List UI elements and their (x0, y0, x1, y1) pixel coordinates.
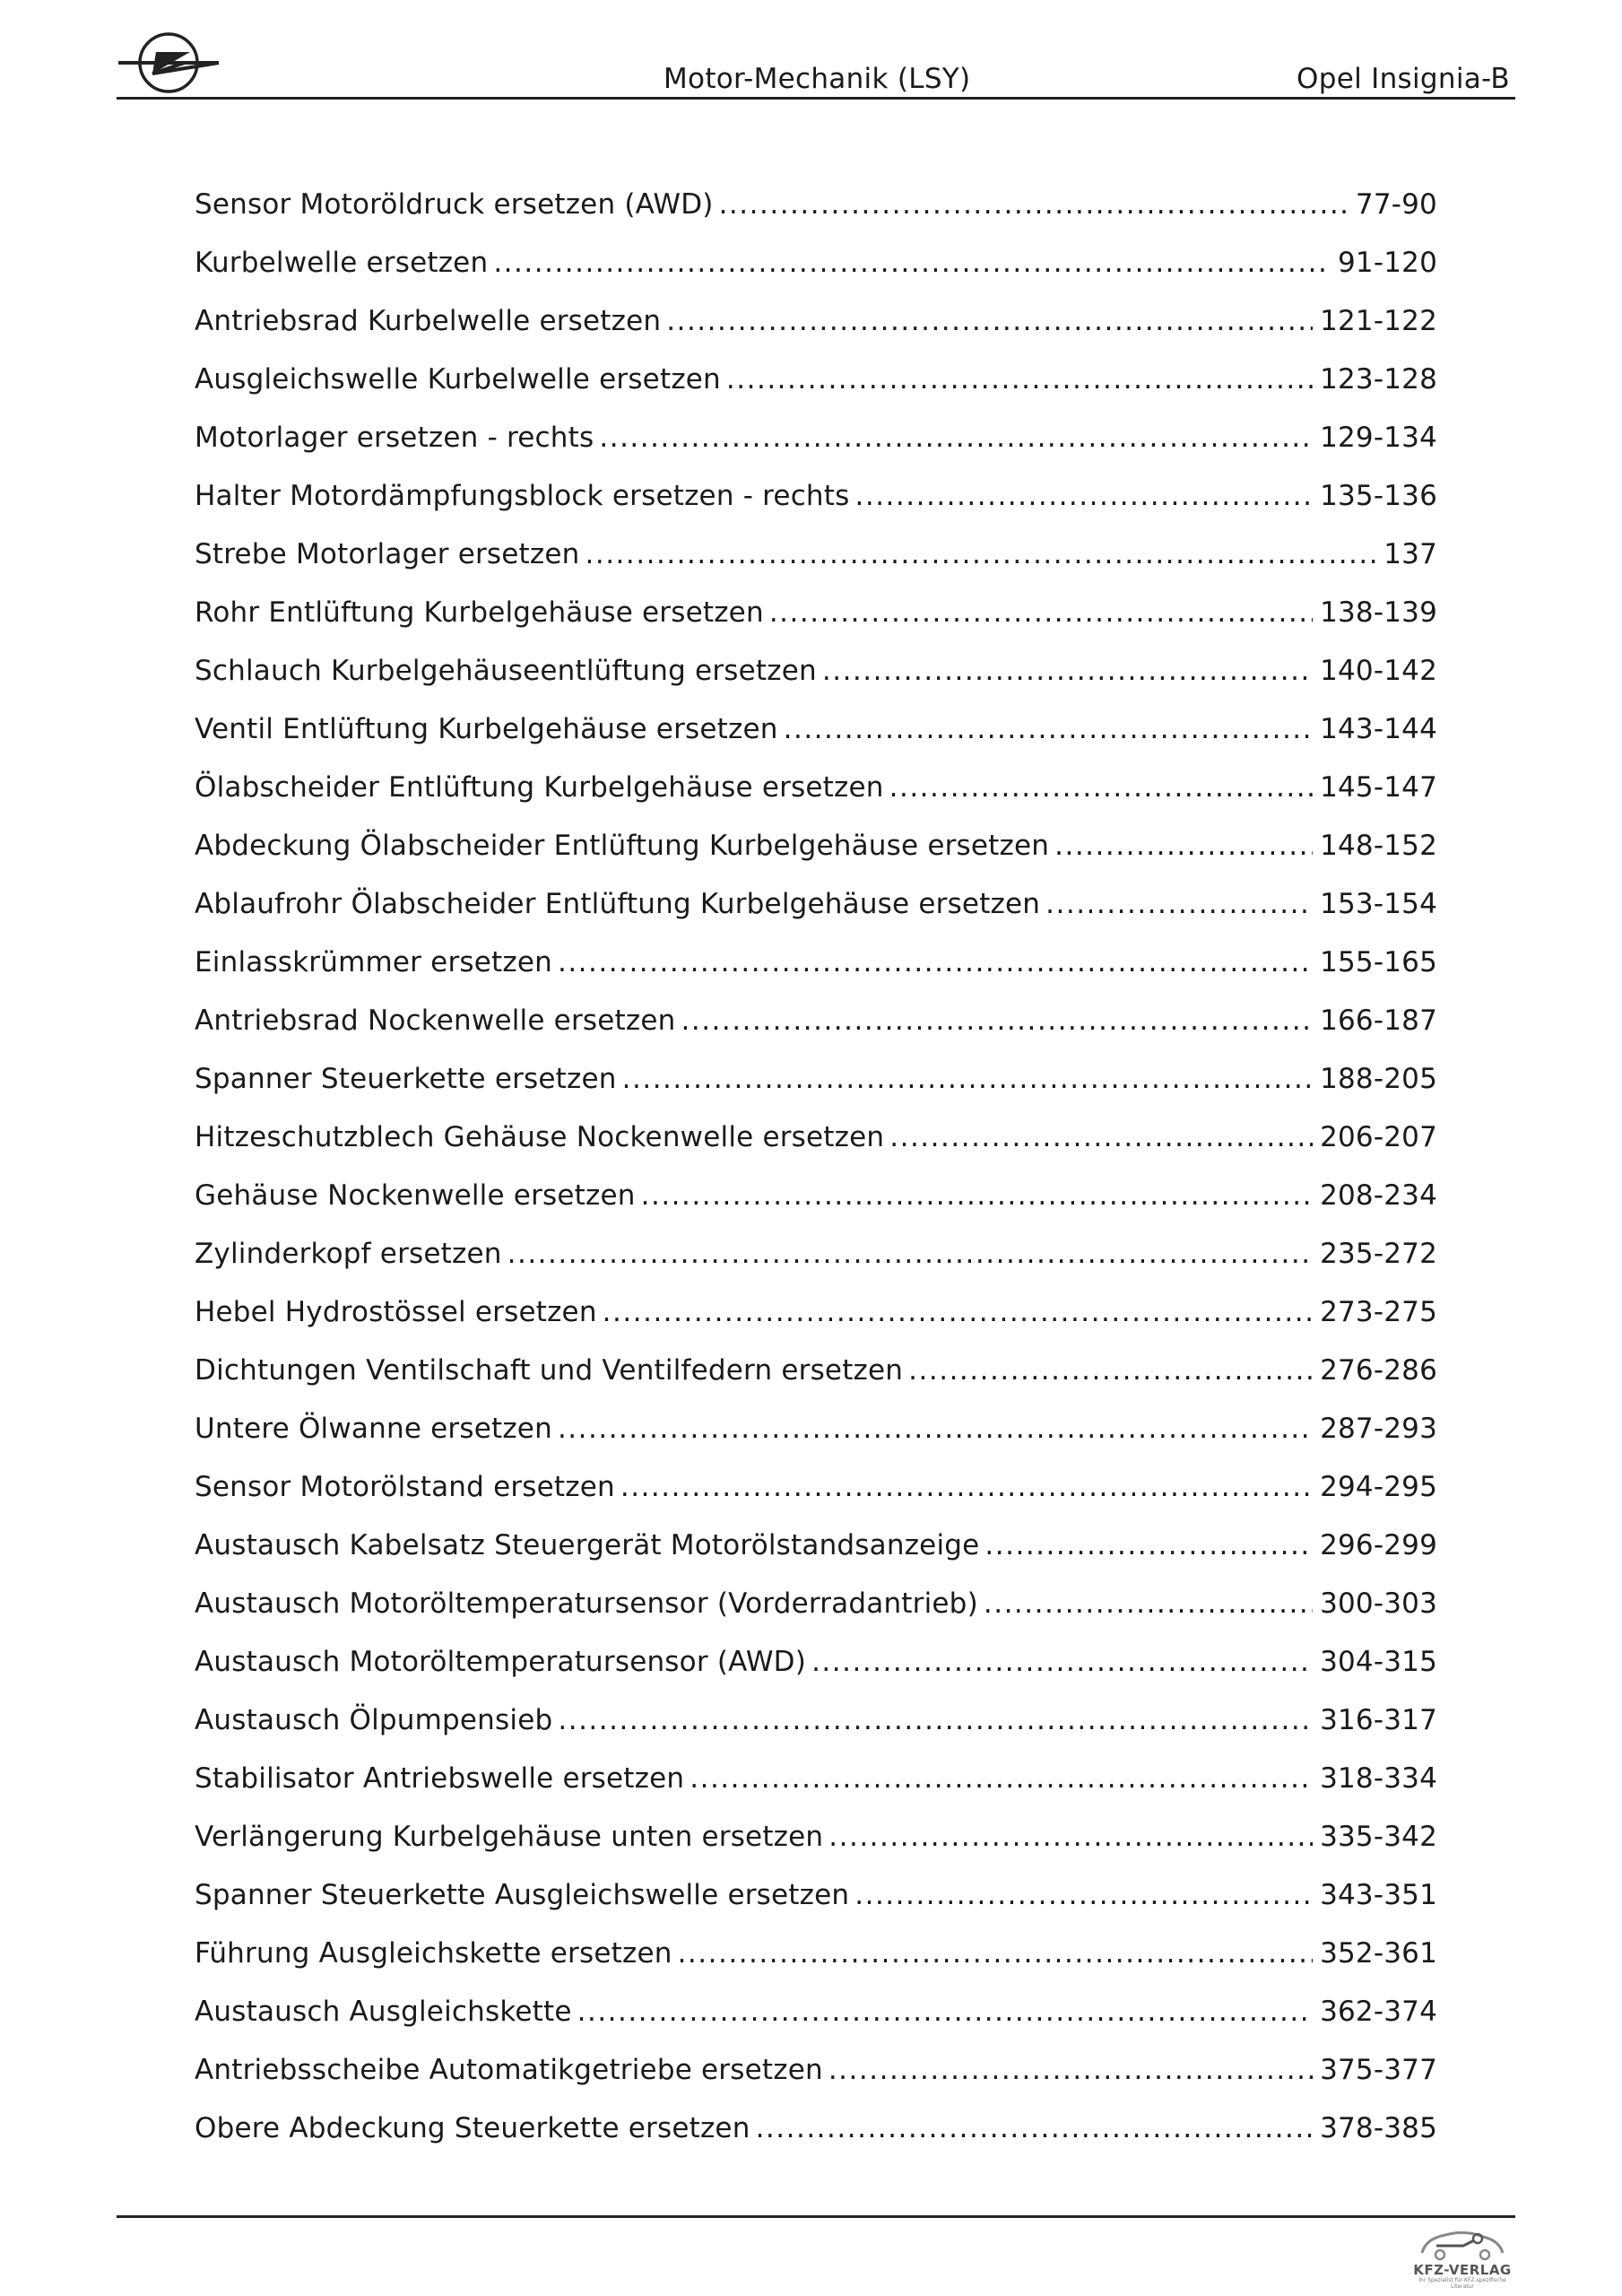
toc-entry-label: Führung Ausgleichskette ersetzen (195, 1937, 672, 1970)
toc-entry-page: 294-295 (1320, 1471, 1437, 1503)
toc-entry-label: Antriebsscheibe Automatikgetriebe ersetzen (195, 2054, 823, 2086)
toc-entry (195, 1004, 1437, 1063)
toc-entry (195, 1646, 1437, 1704)
toc-entry (195, 655, 1437, 713)
toc-entry (195, 188, 1437, 247)
toc-entry-label: Austausch Motoröltemperatursensor (AWD) (195, 1646, 807, 1678)
toc-entry-leader-dots (984, 1529, 1313, 1561)
toc-entry (195, 1121, 1437, 1179)
toc-entry-label: Austausch Ölpumpensieb (195, 1704, 553, 1736)
toc-entry (195, 1996, 1437, 2054)
toc-entry-label: Ölabscheider Entlüftung Kurbelgehäuse ersetzen (195, 771, 884, 804)
toc-entry-label: Spanner Steuerkette Ausgleichswelle ersetzen (195, 1879, 850, 1911)
toc-entry-label: Stabilisator Antriebswelle ersetzen (195, 1762, 685, 1795)
toc-entry-label: Hebel Hydrostössel ersetzen (195, 1296, 597, 1328)
toc-entry-page: 352-361 (1320, 1937, 1437, 1970)
toc-entry-leader-dots (889, 1121, 1313, 1153)
vehicle-model: Opel Insignia-B (1297, 63, 1510, 95)
kfz-verlag-car-wrench-logo-icon (1409, 2222, 1515, 2262)
toc-entry (195, 1937, 1437, 1996)
toc-entry-page: 300-303 (1320, 1587, 1437, 1620)
toc-entry (195, 1354, 1437, 1413)
footer-divider (117, 2215, 1515, 2218)
toc-entry-leader-dots (719, 188, 1349, 221)
toc-entry-label: Ventil Entlüftung Kurbelgehäuse ersetzen (195, 713, 778, 745)
toc-entry-leader-dots (681, 1004, 1313, 1037)
toc-entry-page: 140-142 (1320, 655, 1437, 687)
toc-entry-label: Austausch Motoröltemperatursensor (Vorderradantrieb) (195, 1587, 978, 1620)
toc-entry-label: Motorlager ersetzen - rechts (195, 422, 594, 454)
toc-entry-label: Dichtungen Ventilschaft und Ventilfedern ersetzen (195, 1354, 904, 1387)
toc-entry-label: Sensor Motoröldruck ersetzen (AWD) (195, 188, 714, 221)
document-title: Motor-Mechanik (LSY) (664, 63, 971, 95)
toc-entry-label: Verlängerung Kurbelgehäuse unten ersetzen (195, 1821, 824, 1853)
toc-entry-page: 153-154 (1320, 888, 1437, 920)
toc-entry-leader-dots (854, 1879, 1313, 1911)
toc-entry (195, 1529, 1437, 1587)
toc-entry-page: 123-128 (1320, 363, 1437, 396)
toc-entry-leader-dots (599, 422, 1313, 454)
toc-entry-page: 135-136 (1320, 480, 1437, 512)
toc-entry-label: Einlasskrümmer ersetzen (195, 946, 552, 978)
toc-entry-label: Austausch Kabelsatz Steuergerät Motorölstandsanzeige (195, 1529, 980, 1561)
toc-entry-leader-dots (558, 1704, 1313, 1736)
toc-entry-label: Ablaufrohr Ölabscheider Entlüftung Kurbelgehäuse ersetzen (195, 888, 1041, 920)
toc-entry-page: 77-90 (1355, 188, 1437, 221)
toc-entry (195, 1413, 1437, 1471)
toc-entry-leader-dots (1054, 830, 1313, 862)
toc-entry (195, 1879, 1437, 1937)
toc-entry-leader-dots (726, 363, 1313, 396)
toc-entry (195, 888, 1437, 946)
toc-entry-label: Spanner Steuerkette ersetzen (195, 1063, 617, 1095)
toc-entry-page: 276-286 (1320, 1354, 1437, 1387)
toc-entry (195, 1821, 1437, 1879)
toc-entry (195, 1238, 1437, 1296)
toc-entry-page: 155-165 (1320, 946, 1437, 978)
toc-entry (195, 2054, 1437, 2112)
toc-entry-label: Ausgleichswelle Kurbelwelle ersetzen (195, 363, 721, 396)
toc-entry-label: Untere Ölwanne ersetzen (195, 1413, 552, 1445)
toc-entry-page: 129-134 (1320, 422, 1437, 454)
toc-entry-page: 121-122 (1320, 305, 1437, 337)
toc-entry-leader-dots (1045, 888, 1313, 920)
toc-entry-leader-dots (507, 1238, 1313, 1270)
toc-entry (195, 1296, 1437, 1354)
toc-entry (195, 305, 1437, 363)
toc-entry-page: 287-293 (1320, 1413, 1437, 1445)
toc-entry-leader-dots (622, 1063, 1313, 1095)
opel-blitz-logo-icon (117, 27, 221, 95)
toc-entry-leader-dots (678, 1937, 1313, 1970)
toc-entry-leader-dots (908, 1354, 1313, 1387)
toc-entry-label: Antriebsrad Kurbelwelle ersetzen (195, 305, 662, 337)
toc-entry-label: Hitzeschutzblech Gehäuse Nockenwelle ersetzen (195, 1121, 885, 1153)
publisher-tagline: Ihr Spezialist für KFZ-spezifische Literatur (1418, 2277, 1506, 2290)
toc-entry-page: 188-205 (1320, 1063, 1437, 1095)
toc-entry-leader-dots (855, 480, 1314, 512)
toc-entry-page: 137 (1383, 538, 1437, 570)
toc-entry-page: 138-139 (1320, 596, 1437, 629)
toc-entry (195, 422, 1437, 480)
toc-entry (195, 480, 1437, 538)
toc-entry-leader-dots (603, 1296, 1313, 1328)
toc-entry-page: 318-334 (1320, 1762, 1437, 1795)
toc-entry-page: 375-377 (1320, 2054, 1437, 2086)
toc-entry (195, 1762, 1437, 1821)
toc-entry-label: Strebe Motorlager ersetzen (195, 538, 580, 570)
toc-entry-page: 145-147 (1320, 771, 1437, 804)
toc-entry-label: Halter Motordämpfungsblock ersetzen - rechts (195, 480, 850, 512)
publisher-name: KFZ-VERLAG (1413, 2262, 1512, 2278)
toc-entry-leader-dots (493, 247, 1331, 279)
toc-entry-label: Obere Abdeckung Steuerkette ersetzen (195, 2112, 750, 2144)
toc-entry-page: 148-152 (1320, 830, 1437, 862)
toc-entry-page: 378-385 (1320, 2112, 1437, 2144)
toc-entry-page: 273-275 (1320, 1296, 1437, 1328)
toc-entry-label: Austausch Ausgleichskette (195, 1996, 572, 2028)
toc-entry-page: 91-120 (1337, 247, 1437, 279)
toc-entry-label: Gehäuse Nockenwelle ersetzen (195, 1179, 636, 1212)
toc-entry-leader-dots (769, 596, 1313, 629)
toc-entry-leader-dots (558, 946, 1313, 978)
toc-entry (195, 771, 1437, 830)
toc-entry-leader-dots (577, 1996, 1313, 2028)
toc-entry (195, 247, 1437, 305)
toc-entry-leader-dots (666, 305, 1313, 337)
toc-entry (195, 830, 1437, 888)
toc-entry-page: 362-374 (1320, 1996, 1437, 2028)
toc-entry (195, 946, 1437, 1004)
toc-entry-leader-dots (828, 1821, 1313, 1853)
toc-entry-label: Schlauch Kurbelgehäuseentlüftung ersetzen (195, 655, 817, 687)
toc-entry-label: Abdeckung Ölabscheider Entlüftung Kurbelgehäuse ersetzen (195, 830, 1050, 862)
toc-entry-label: Kurbelwelle ersetzen (195, 247, 489, 279)
toc-entry (195, 1471, 1437, 1529)
toc-entry-page: 208-234 (1320, 1179, 1437, 1212)
toc-entry-leader-dots (984, 1587, 1313, 1620)
toc-entry (195, 713, 1437, 771)
toc-entry-leader-dots (822, 655, 1313, 687)
toc-entry-page: 316-317 (1320, 1704, 1437, 1736)
toc-entry (195, 596, 1437, 655)
toc-entry-page: 143-144 (1320, 713, 1437, 745)
toc-entry-page: 296-299 (1320, 1529, 1437, 1561)
toc-entry-leader-dots (784, 713, 1313, 745)
toc-entry (195, 538, 1437, 596)
toc-entry-label: Antriebsrad Nockenwelle ersetzen (195, 1004, 676, 1037)
toc-entry (195, 2112, 1437, 2170)
toc-entry-leader-dots (756, 2112, 1314, 2144)
toc-entry-page: 166-187 (1320, 1004, 1437, 1037)
toc-entry-leader-dots (811, 1646, 1313, 1678)
toc-entry-leader-dots (889, 771, 1313, 804)
toc-entry (195, 1063, 1437, 1121)
toc-entry (195, 1704, 1437, 1762)
toc-entry-leader-dots (620, 1471, 1313, 1503)
toc-entry-label: Rohr Entlüftung Kurbelgehäuse ersetzen (195, 596, 764, 629)
toc-entry (195, 363, 1437, 422)
toc-entry-leader-dots (828, 2054, 1313, 2086)
toc-entry-page: 304-315 (1320, 1646, 1437, 1678)
toc-entry-page: 335-342 (1320, 1821, 1437, 1853)
toc-entry-page: 343-351 (1320, 1879, 1437, 1911)
publisher-logo (1409, 2222, 1515, 2290)
toc-entry (195, 1587, 1437, 1646)
table-of-contents (195, 188, 1437, 2170)
toc-entry-leader-dots (690, 1762, 1313, 1795)
page-header (117, 27, 1515, 100)
toc-entry-leader-dots (641, 1179, 1313, 1212)
toc-entry-label: Sensor Motorölstand ersetzen (195, 1471, 615, 1503)
toc-entry-page: 235-272 (1320, 1238, 1437, 1270)
toc-entry-page: 206-207 (1320, 1121, 1437, 1153)
toc-entry-leader-dots (585, 538, 1377, 570)
toc-entry (195, 1179, 1437, 1238)
toc-entry-leader-dots (558, 1413, 1313, 1445)
toc-entry-label: Zylinderkopf ersetzen (195, 1238, 502, 1270)
